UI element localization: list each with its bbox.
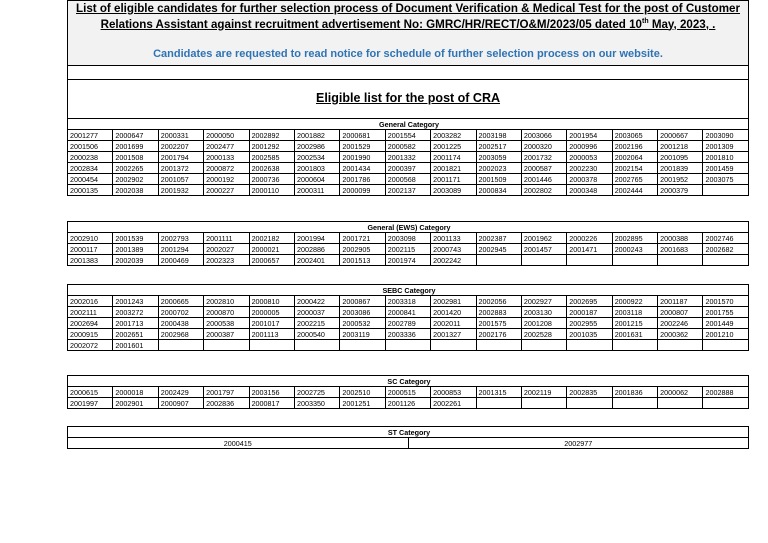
table-cell: 2002789	[385, 318, 430, 329]
table-cell: 2001836	[612, 387, 657, 398]
table-cell: 2002834	[68, 163, 113, 174]
table-cell: 2002196	[612, 141, 657, 152]
table-cell: 2000841	[385, 307, 430, 318]
category-table	[67, 375, 749, 409]
table-cell: 2002119	[521, 387, 566, 398]
table-cell: 2000117	[68, 244, 113, 255]
category-title: SC Category	[68, 376, 749, 387]
category-title: General Category	[68, 119, 749, 130]
table-cell: 2000320	[521, 141, 566, 152]
header-line-2-text: Relations Assistant against recruitment advertisement No: GMRC/HR/RECT/O&M/2023/05 dated 10	[100, 17, 642, 31]
table-cell: 2000110	[249, 185, 294, 196]
table-cell: 2000415	[68, 438, 409, 449]
table-cell: 2001794	[158, 152, 203, 163]
table-cell: 2002182	[249, 233, 294, 244]
table-cell	[521, 255, 566, 266]
table-cell: 2001797	[204, 387, 249, 398]
table-cell: 2001459	[703, 163, 749, 174]
spacer-row	[67, 66, 749, 80]
table-cell: 2000362	[658, 329, 703, 340]
table-cell: 2001113	[249, 329, 294, 340]
list-title-box	[67, 80, 749, 119]
table-cell: 2001057	[158, 174, 203, 185]
table-cell: 2000238	[68, 152, 113, 163]
table-cell: 2002429	[158, 387, 203, 398]
table-cell	[476, 340, 521, 351]
table-cell	[703, 255, 749, 266]
table-cell: 2000311	[294, 185, 339, 196]
table-cell: 2002835	[567, 387, 612, 398]
table-cell: 2001471	[567, 244, 612, 255]
list-title: Eligible list for the post of CRA	[315, 91, 501, 105]
table-cell: 2002793	[158, 233, 203, 244]
category-section	[67, 284, 749, 351]
table-cell: 2000681	[340, 130, 385, 141]
table-row	[68, 174, 749, 185]
table-cell	[658, 255, 703, 266]
table-cell: 2001683	[658, 244, 703, 255]
table-cell: 2001383	[68, 255, 113, 266]
table-cell	[658, 340, 703, 351]
table-cell: 2000568	[385, 174, 430, 185]
table-cell: 2002986	[294, 141, 339, 152]
table-cell	[521, 398, 566, 409]
table-cell: 2002072	[68, 340, 113, 351]
table-cell: 2000834	[476, 185, 521, 196]
table-row	[68, 163, 749, 174]
table-cell: 2002888	[703, 387, 749, 398]
table-cell: 2001506	[68, 141, 113, 152]
table-cell: 2002977	[408, 438, 749, 449]
table-row	[68, 387, 749, 398]
table-cell	[294, 340, 339, 351]
table-cell	[612, 255, 657, 266]
table-cell: 2002695	[567, 296, 612, 307]
table-cell: 2000907	[158, 398, 203, 409]
table-cell: 2001215	[612, 318, 657, 329]
table-cell: 2002242	[431, 255, 476, 266]
table-cell: 2002038	[113, 185, 158, 196]
table-cell: 2001225	[431, 141, 476, 152]
table-cell: 2000037	[294, 307, 339, 318]
table-cell: 2002261	[431, 398, 476, 409]
table-cell: 2001601	[113, 340, 158, 351]
table-cell: 2000018	[113, 387, 158, 398]
table-row	[68, 244, 749, 255]
table-row	[68, 296, 749, 307]
table-cell: 2002154	[612, 163, 657, 174]
table-cell: 2002027	[204, 244, 249, 255]
table-cell: 2002638	[249, 163, 294, 174]
table-cell: 2002694	[68, 318, 113, 329]
table-cell: 2000736	[249, 174, 294, 185]
table-cell: 2001017	[249, 318, 294, 329]
table-cell: 2002517	[476, 141, 521, 152]
table-cell: 2001035	[567, 329, 612, 340]
table-row	[68, 255, 749, 266]
table-cell: 2001095	[658, 152, 703, 163]
table-cell: 2000133	[204, 152, 249, 163]
table-cell: 2000226	[567, 233, 612, 244]
table-cell: 2002176	[476, 329, 521, 340]
table-cell: 2003336	[385, 329, 430, 340]
table-cell: 2002746	[703, 233, 749, 244]
table-cell: 2000050	[204, 130, 249, 141]
table-cell: 2000387	[204, 329, 249, 340]
table-cell: 2002056	[476, 296, 521, 307]
table-cell: 2000379	[658, 185, 703, 196]
category-table	[67, 221, 749, 266]
table-cell: 2001210	[703, 329, 749, 340]
table-cell: 2000243	[612, 244, 657, 255]
table-cell: 2003065	[612, 130, 657, 141]
category-section	[67, 426, 749, 449]
table-cell: 2002968	[158, 329, 203, 340]
table-cell: 2003119	[340, 329, 385, 340]
category-title: ST Category	[68, 427, 749, 438]
table-cell: 2003090	[703, 130, 749, 141]
table-cell: 2002886	[294, 244, 339, 255]
table-cell: 2000587	[521, 163, 566, 174]
header-line-2	[68, 17, 748, 33]
table-cell: 2000532	[340, 318, 385, 329]
table-cell: 2001133	[431, 233, 476, 244]
table-cell	[431, 340, 476, 351]
table-cell: 2002265	[113, 163, 158, 174]
table-cell	[567, 398, 612, 409]
table-cell: 2001994	[294, 233, 339, 244]
table-cell: 2003086	[340, 307, 385, 318]
table-cell: 2000538	[204, 318, 249, 329]
table-cell	[158, 340, 203, 351]
table-cell: 2000021	[249, 244, 294, 255]
table-cell: 2003318	[385, 296, 430, 307]
table-cell: 2000227	[204, 185, 249, 196]
header-line-2-end: May, 2023, .	[648, 17, 716, 31]
table-cell: 2002682	[703, 244, 749, 255]
table-cell: 2003156	[249, 387, 294, 398]
table-cell: 2002016	[68, 296, 113, 307]
category-section	[67, 118, 749, 196]
table-cell: 2002207	[158, 141, 203, 152]
table-cell: 2000915	[68, 329, 113, 340]
table-cell: 2003089	[431, 185, 476, 196]
table-cell: 2003075	[703, 174, 749, 185]
table-cell: 2000378	[567, 174, 612, 185]
table-cell: 2002765	[612, 174, 657, 185]
table-cell: 2002905	[340, 244, 385, 255]
table-cell	[567, 255, 612, 266]
table-cell: 2001251	[340, 398, 385, 409]
table-row	[68, 152, 749, 163]
table-cell: 2000582	[385, 141, 430, 152]
table-cell: 2001332	[385, 152, 430, 163]
table-cell: 2001932	[158, 185, 203, 196]
table-cell: 2000702	[158, 307, 203, 318]
table-cell: 2001243	[113, 296, 158, 307]
table-cell: 2000331	[158, 130, 203, 141]
table-cell: 2000187	[567, 307, 612, 318]
table-cell: 2000469	[158, 255, 203, 266]
category-title: SEBC Category	[68, 285, 749, 296]
table-cell: 2001513	[340, 255, 385, 266]
table-cell: 2000062	[658, 387, 703, 398]
table-cell: 2001721	[340, 233, 385, 244]
table-cell: 2002892	[249, 130, 294, 141]
table-cell: 2002023	[476, 163, 521, 174]
table-cell: 2000867	[340, 296, 385, 307]
table-cell: 2002401	[294, 255, 339, 266]
table-cell: 2001990	[340, 152, 385, 163]
table-cell: 2001509	[476, 174, 521, 185]
table-cell: 2001810	[703, 152, 749, 163]
table-cell: 2001187	[658, 296, 703, 307]
table-cell	[703, 340, 749, 351]
table-cell: 2002981	[431, 296, 476, 307]
table-cell: 2002955	[567, 318, 612, 329]
category-table	[67, 426, 749, 449]
table-cell: 2000540	[294, 329, 339, 340]
table-cell: 2002323	[204, 255, 249, 266]
table-cell	[249, 340, 294, 351]
table-cell: 2001713	[113, 318, 158, 329]
table-cell: 2002585	[249, 152, 294, 163]
table-row	[68, 233, 749, 244]
header-superscript: th	[641, 17, 649, 25]
table-cell	[204, 340, 249, 351]
table-cell	[703, 185, 749, 196]
table-cell: 2002510	[340, 387, 385, 398]
table-cell: 2002246	[658, 318, 703, 329]
table-cell: 2000135	[68, 185, 113, 196]
table-cell: 2001882	[294, 130, 339, 141]
category-section	[67, 375, 749, 409]
table-cell: 2001952	[658, 174, 703, 185]
table-cell: 2002115	[385, 244, 430, 255]
table-cell: 2001171	[431, 174, 476, 185]
table-cell: 2001218	[658, 141, 703, 152]
table-cell: 2002910	[68, 233, 113, 244]
table-cell: 2001449	[703, 318, 749, 329]
table-cell: 2001277	[68, 130, 113, 141]
table-cell	[476, 255, 521, 266]
table-row	[68, 438, 749, 449]
notice-text: Candidates are requested to read notice for schedule of further selection process on our website.	[153, 48, 663, 60]
table-cell: 2000615	[68, 387, 113, 398]
table-cell: 2000515	[385, 387, 430, 398]
category-title: General (EWS) Category	[68, 222, 749, 233]
table-cell: 2001208	[521, 318, 566, 329]
table-cell: 2001372	[158, 163, 203, 174]
table-cell: 2001821	[431, 163, 476, 174]
document-header	[67, 0, 749, 66]
table-cell: 2003059	[476, 152, 521, 163]
table-cell: 2001446	[521, 174, 566, 185]
table-cell: 2001732	[521, 152, 566, 163]
table-cell	[703, 398, 749, 409]
table-cell: 2001292	[249, 141, 294, 152]
table-cell: 2000667	[658, 130, 703, 141]
table-cell: 2000348	[567, 185, 612, 196]
table-cell: 2000922	[612, 296, 657, 307]
table-cell: 2001529	[340, 141, 385, 152]
table-cell: 2002064	[612, 152, 657, 163]
table-cell: 2002137	[385, 185, 430, 196]
table-cell: 2003198	[476, 130, 521, 141]
table-cell: 2001309	[703, 141, 749, 152]
table-cell: 2001839	[658, 163, 703, 174]
table-cell: 2001755	[703, 307, 749, 318]
table-cell: 2000657	[249, 255, 294, 266]
table-cell: 2002215	[294, 318, 339, 329]
table-cell: 2000870	[204, 307, 249, 318]
table-cell: 2001803	[294, 163, 339, 174]
table-cell: 2001434	[340, 163, 385, 174]
table-row	[68, 318, 749, 329]
table-cell	[612, 340, 657, 351]
table-cell: 2001294	[158, 244, 203, 255]
table-cell: 2001315	[476, 387, 521, 398]
table-row	[68, 141, 749, 152]
table-cell: 2000388	[658, 233, 703, 244]
table-cell: 2000647	[113, 130, 158, 141]
table-cell: 2001174	[431, 152, 476, 163]
table-cell	[385, 340, 430, 351]
table-cell: 2000807	[658, 307, 703, 318]
table-cell: 2002011	[431, 318, 476, 329]
table-cell: 2000810	[249, 296, 294, 307]
table-cell: 2000872	[204, 163, 249, 174]
table-cell: 2003272	[113, 307, 158, 318]
table-cell: 2002836	[204, 398, 249, 409]
table-cell: 2002534	[294, 152, 339, 163]
table-cell: 2001997	[68, 398, 113, 409]
table-cell: 2002902	[113, 174, 158, 185]
table-cell: 2001539	[113, 233, 158, 244]
table-row	[68, 329, 749, 340]
table-cell: 2000604	[294, 174, 339, 185]
table-cell: 2002802	[521, 185, 566, 196]
table-cell: 2001389	[113, 244, 158, 255]
table-cell: 2001457	[521, 244, 566, 255]
table-cell: 2001954	[567, 130, 612, 141]
table-cell: 2001699	[113, 141, 158, 152]
table-cell: 2000099	[340, 185, 385, 196]
table-cell: 2000053	[567, 152, 612, 163]
table-cell: 2003118	[612, 307, 657, 318]
table-cell: 2000422	[294, 296, 339, 307]
table-row	[68, 398, 749, 409]
table-cell	[612, 398, 657, 409]
table-cell: 2000438	[158, 318, 203, 329]
table-cell: 2002039	[113, 255, 158, 266]
table-row	[68, 185, 749, 196]
category-section	[67, 221, 749, 266]
category-table	[67, 118, 749, 196]
category-table	[67, 284, 749, 351]
table-cell: 2001111	[204, 233, 249, 244]
table-cell: 2002477	[204, 141, 249, 152]
table-cell: 2002651	[113, 329, 158, 340]
table-cell: 2000005	[249, 307, 294, 318]
table-cell: 2002945	[476, 244, 521, 255]
table-cell: 2002927	[521, 296, 566, 307]
table-cell: 2002810	[204, 296, 249, 307]
table-cell: 2003282	[431, 130, 476, 141]
table-cell: 2000665	[158, 296, 203, 307]
table-cell: 2001126	[385, 398, 430, 409]
table-cell: 2001786	[340, 174, 385, 185]
table-cell: 2001631	[612, 329, 657, 340]
table-cell	[567, 340, 612, 351]
table-cell: 2000853	[431, 387, 476, 398]
table-row	[68, 130, 749, 141]
table-cell: 2002387	[476, 233, 521, 244]
header-line-1: List of eligible candidates for further selection process of Document Verification & Medical Test for the post of Customer	[76, 2, 740, 15]
table-cell: 2003066	[521, 130, 566, 141]
table-cell: 2000817	[249, 398, 294, 409]
table-cell: 2002111	[68, 307, 113, 318]
table-cell: 2003350	[294, 398, 339, 409]
table-cell: 2003130	[521, 307, 566, 318]
table-cell: 2001420	[431, 307, 476, 318]
table-cell: 2002725	[294, 387, 339, 398]
table-cell: 2002883	[476, 307, 521, 318]
table-cell: 2001974	[385, 255, 430, 266]
table-cell	[521, 340, 566, 351]
table-cell: 2000397	[385, 163, 430, 174]
table-cell	[476, 398, 521, 409]
table-row	[68, 340, 749, 351]
table-cell: 2001575	[476, 318, 521, 329]
table-cell: 2000192	[204, 174, 249, 185]
table-cell: 2001554	[385, 130, 430, 141]
table-cell: 2002444	[612, 185, 657, 196]
document-frame	[67, 0, 749, 119]
table-cell	[658, 398, 703, 409]
table-cell: 2001962	[521, 233, 566, 244]
table-cell: 2000996	[567, 141, 612, 152]
table-cell: 2000454	[68, 174, 113, 185]
table-cell: 2001570	[703, 296, 749, 307]
table-cell: 2002528	[521, 329, 566, 340]
table-cell: 2002230	[567, 163, 612, 174]
table-cell: 2003098	[385, 233, 430, 244]
table-cell: 2000743	[431, 244, 476, 255]
table-cell: 2001327	[431, 329, 476, 340]
table-cell: 2002901	[113, 398, 158, 409]
table-cell: 2001508	[113, 152, 158, 163]
table-cell	[340, 340, 385, 351]
table-cell: 2002895	[612, 233, 657, 244]
table-row	[68, 307, 749, 318]
